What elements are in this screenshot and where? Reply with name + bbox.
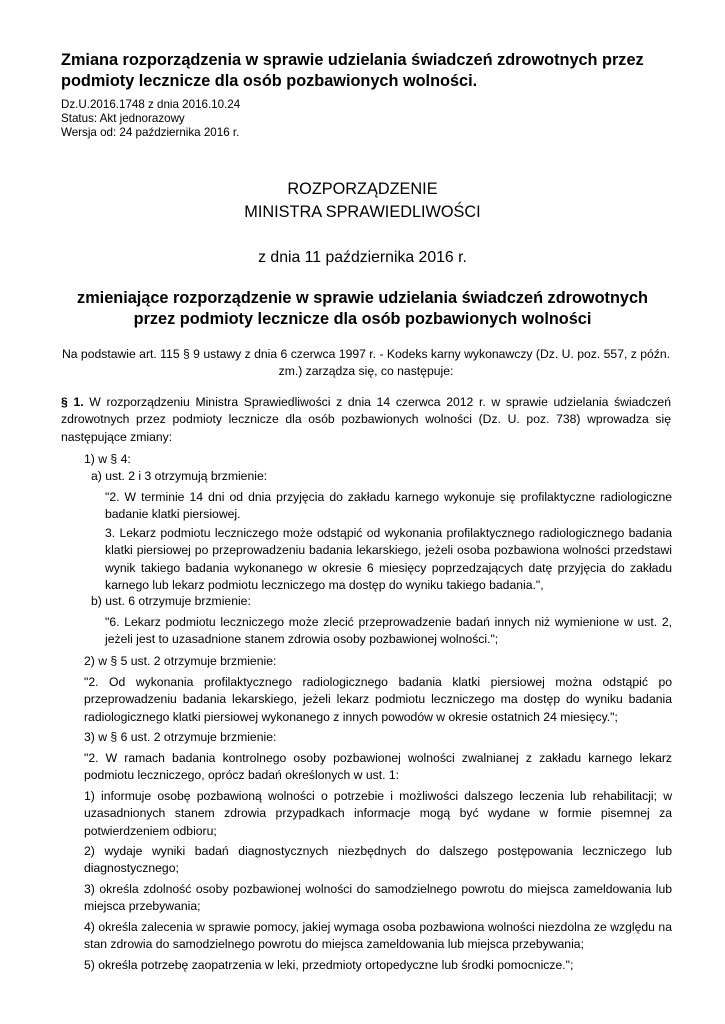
item-3: 3) w § 6 ust. 2 otrzymuje brzmienie: (84, 730, 277, 744)
item-1: 1) w § 4: (84, 452, 131, 466)
version-line: Wersja od: 24 października 2016 r. (61, 126, 240, 139)
document-metadata (61, 98, 240, 140)
section-1-intro (61, 394, 671, 446)
legal-basis: Na podstawie art. 115 § 9 ustawy z dnia 6 czerwca 1997 r. - Kodeks karny wykonawczy (Dz. U. poz. 557, z późn. zm.) zarządza się, co następuje: (61, 347, 671, 379)
item-3-par-2: "2. W ramach badania kontrolnego osoby pozbawionej wolności zwalnianej z zakładu karnego lekarz podmiotu leczniczego, oprócz badań określonych w ust. 1: (84, 751, 672, 783)
act-date: z dnia 11 października 2016 r. (258, 249, 467, 266)
item-2: 2) w § 5 ust. 2 otrzymuje brzmienie: (84, 654, 277, 668)
item-3-point-4: 4) określa zalecenia w sprawie pomocy, jakiej wymaga osoba pozbawiona wolności niezdolna ze względu na stan zdrowia do samodzielnego powrotu do miejsca zameldowania lub miejsca przebywania; (84, 920, 672, 952)
item-2-par-2: "2. Od wykonania profilaktycznego radiologicznego badania klatki piersiowej można odstąpić po przeprowadzeniu badania lekarskiego, jeżeli lekarz podmiotu leczniczego ma dostęp do wyniku badania radiologicznego klatki piersiowej wykonanego z innych powodów w okresie ostatnich 24 miesięcy."; (84, 675, 672, 724)
act-subject: zmieniające rozporządzenie w sprawie udzielania świadczeń zdrowotnych przez podmioty lecznicze dla osób pozbawionych wolności (77, 289, 648, 328)
section-sign: § 1. (61, 395, 84, 409)
item-3-point-1: 1) informuje osobę pozbawioną wolności o potrzebie i możliwości dalszego leczenia lub rehabilitacji; w uzasadnionych stanem zdrowia przypadkach informacje mogą być wydane w formie pisemnej za potwierdzeniem odbioru; (84, 789, 672, 838)
item-1a-par-3: 3. Lekarz podmiotu leczniczego może odstąpić od wykonania profilaktycznego radiologicznego badania klatki piersiowej po przeprowadzeniu badania lekarskiego, jeżeli osoba pozbawiona wolności przedstawi wynik takiego badania wykonanego w okresie 6 miesięcy poprzedzających datę przyjęcia do zakładu karnego lub lekarz podmiotu leczniczego ma dostęp do wyniku takiego badania.", (105, 526, 672, 592)
act-heading (0, 178, 725, 224)
section-1-text: W rozporządzeniu Ministra Sprawiedliwości z dnia 14 czerwca 2012 r. w sprawie udzielania świadczeń zdrowotnych przez podmioty lecznicze dla osób pozbawionych wolności (Dz. U. poz. 738) wprowadza się następujące zmiany: (61, 395, 671, 444)
journal-reference: Dz.U.2016.1748 z dnia 2016.10.24 (61, 98, 241, 111)
status-line: Status: Akt jednorazowy (61, 112, 185, 125)
item-1b-par-6: "6. Lekarz podmiotu leczniczego może zlecić przeprowadzenie badań innych niż wymienione w ust. 2, jeżeli jest to uzasadnione stanem zdrowia osoby pozbawionej wolności."; (105, 615, 672, 647)
item-1b: b) ust. 6 otrzymuje brzmienie: (91, 594, 251, 608)
item-3-point-2: 2) wydaje wyniki badań diagnostycznych niezbędnych do dalszego postępowania leczniczego lub diagnostycznego; (84, 844, 672, 876)
item-1a-par-2: "2. W terminie 14 dni od dnia przyjęcia do zakładu karnego wykonuje się profilaktyczne radiologiczne badanie klatki piersiowej. (105, 490, 672, 522)
act-authority: MINISTRA SPRAWIEDLIWOŚCI (244, 203, 481, 221)
item-3-point-3: 3) określa zdolność osoby pozbawionej wolności do samodzielnego powrotu do miejsca zameldowania lub miejsca przebywania; (84, 882, 672, 914)
item-1a: a) ust. 2 i 3 otrzymują brzmienie: (91, 469, 268, 483)
document-title: Zmiana rozporządzenia w sprawie udzielania świadczeń zdrowotnych przez podmioty lecznicze dla osób pozbawionych wolności. (61, 51, 644, 90)
item-3-point-5: 5) określa potrzebę zaopatrzenia w leki, przedmioty ortopedyczne lub środki pomocnicze."; (84, 958, 574, 972)
act-type: ROZPORZĄDZENIE (287, 180, 438, 198)
